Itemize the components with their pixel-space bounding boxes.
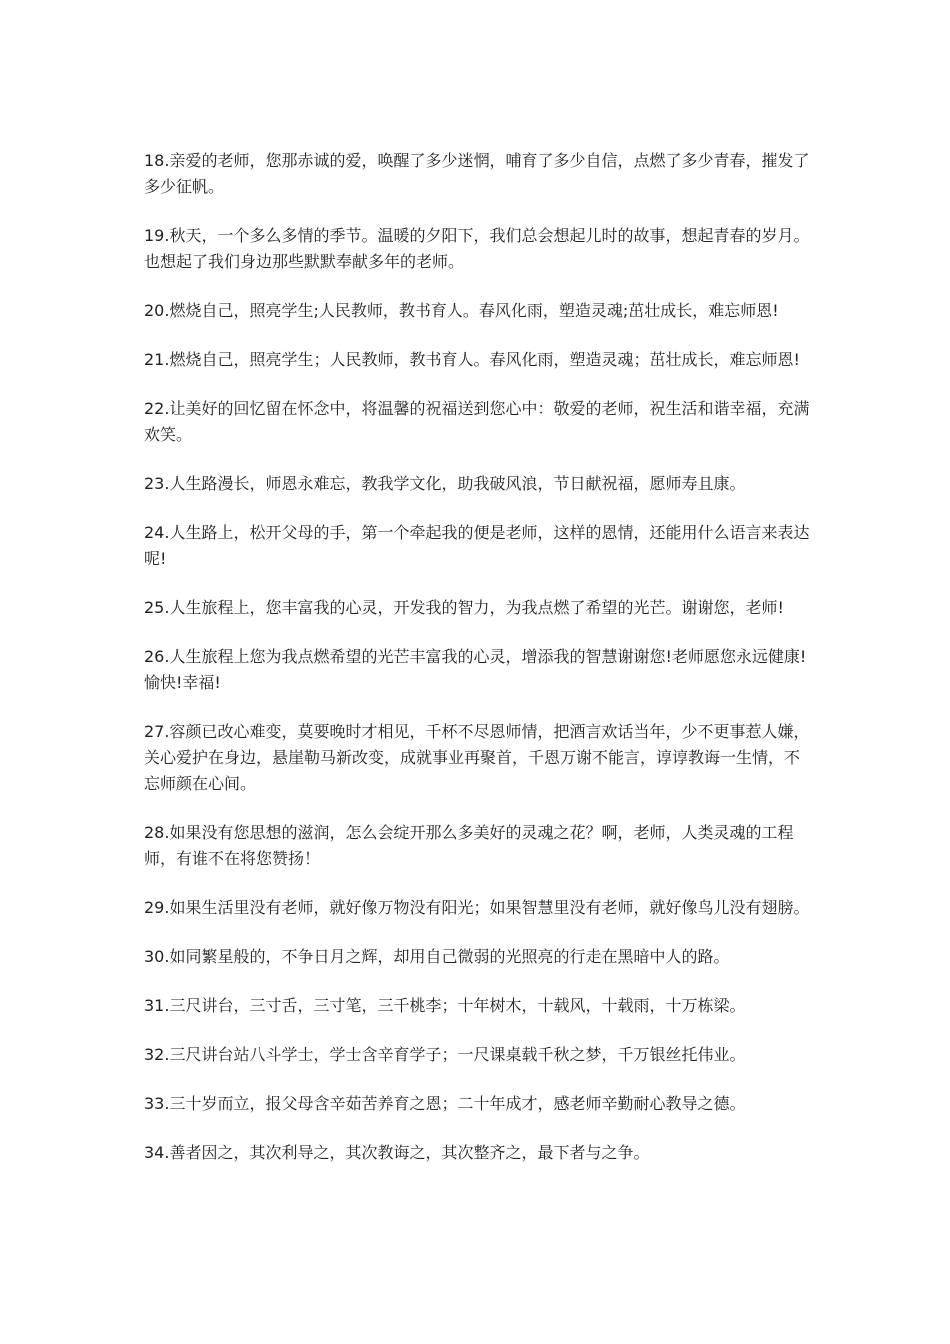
paragraph-20: 20.燃烧自己，照亮学生;人民教师，教书育人。春风化雨，塑造灵魂;茁壮成长，难忘师恩! — [144, 301, 779, 320]
paragraph-30: 30.如同繁星般的，不争日月之辉，却用自己微弱的光照亮的行走在黑暗中人的路。 — [144, 947, 730, 966]
paragraph-18: 18.亲爱的老师，您那赤诚的爱，唤醒了多少迷惘，哺育了多少自信，点燃了多少青春，摧发了多少征帆。 — [144, 151, 810, 196]
paragraph-34: 34.善者因之，其次利导之，其次教诲之，其次整齐之，最下者与之争。 — [144, 1143, 650, 1162]
paragraph-26: 26.人生旅程上您为我点燃希望的光芒丰富我的心灵，增添我的智慧谢谢您!老师愿您永远健康!愉快!幸福! — [144, 647, 807, 692]
paragraph-22: 22.让美好的回忆留在怀念中，将温馨的祝福送到您心中：敬爱的老师，祝生活和谐幸福，充满欢笑。 — [144, 399, 810, 444]
paragraph-21: 21.燃烧自己，照亮学生；人民教师，教书育人。春风化雨，塑造灵魂；茁壮成长，难忘师恩! — [144, 350, 800, 369]
paragraph-29: 29.如果生活里没有老师，就好像万物没有阳光；如果智慧里没有老师，就好像鸟儿没有翅膀。 — [144, 898, 810, 917]
paragraph-28: 28.如果没有您思想的滋润，怎么会绽开那么多美好的灵魂之花？啊，老师，人类灵魂的工程师，有谁不在将您赞扬！ — [144, 823, 794, 868]
paragraph-25: 25.人生旅程上，您丰富我的心灵，开发我的智力，为我点燃了希望的光芒。谢谢您，老师! — [144, 598, 784, 617]
paragraph-19: 19.秋天，一个多么多情的季节。温暖的夕阳下，我们总会想起儿时的故事，想起青春的岁月。也想起了我们身边那些默默奉献多年的老师。 — [144, 226, 810, 271]
paragraph-32: 32.三尺讲台站八斗学士，学士含辛育学子；一尺课桌载千秋之梦，千万银丝托伟业。 — [144, 1045, 746, 1064]
paragraph-24: 24.人生路上，松开父母的手，第一个牵起我的便是老师，这样的恩情，还能用什么语言来表达呢! — [144, 523, 810, 568]
paragraph-23: 23.人生路漫长，师恩永难忘，教我学文化，助我破风浪，节日献祝福，愿师寿且康。 — [144, 474, 746, 493]
document-body — [144, 148, 810, 1189]
paragraph-27: 27.容颜已改心难变，莫要晚时才相见，千杯不尽恩师情，把酒言欢话当年，少不更事惹人嫌，关心爱护在身边，悬崖勒马新改变，成就事业再聚首，千恩万谢不能言，谆谆教诲一生情，不忘师颜在心间。 — [144, 722, 810, 793]
paragraph-33: 33.三十岁而立，报父母含辛茹苦养育之恩；二十年成才，感老师辛勤耐心教导之德。 — [144, 1094, 746, 1113]
paragraph-31: 31.三尺讲台，三寸舌，三寸笔，三千桃李；十年树木，十载风，十载雨，十万栋梁。 — [144, 996, 746, 1015]
